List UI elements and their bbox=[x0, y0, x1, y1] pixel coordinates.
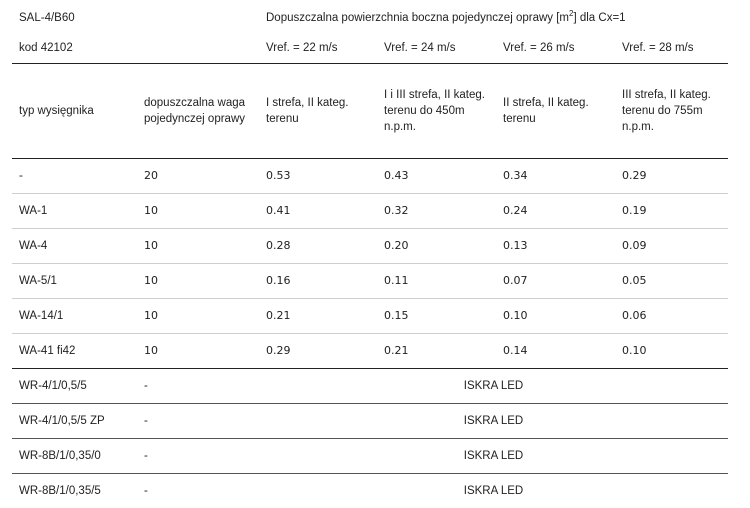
table-body bbox=[12, 3, 728, 508]
value-cell: 0.10 bbox=[496, 299, 615, 334]
arm-type-cell: WA-41 fi42 bbox=[12, 334, 137, 369]
weight-cell: 10 bbox=[137, 264, 259, 299]
weight-header: dopuszczalna waga pojedynczej oprawy bbox=[137, 64, 259, 159]
value-cell: 0.21 bbox=[377, 334, 496, 369]
weight-cell: 10 bbox=[137, 229, 259, 264]
weight-cell: - bbox=[137, 404, 259, 439]
led-label: ISKRA LED bbox=[259, 369, 728, 404]
value-cell: 0.24 bbox=[496, 194, 615, 229]
zone-header: II strefa, II kateg. terenu bbox=[496, 64, 615, 159]
speed-label: Vref. = 26 m/s bbox=[496, 33, 615, 64]
value-cell: 0.15 bbox=[377, 299, 496, 334]
arm-type-header: typ wysięgnika bbox=[12, 64, 137, 159]
led-row bbox=[12, 369, 728, 404]
arm-type-cell: WR-4/1/0,5/5 ZP bbox=[12, 404, 137, 439]
arm-type-cell: WA-14/1 bbox=[12, 299, 137, 334]
table-row bbox=[12, 299, 728, 334]
value-cell: 0.34 bbox=[496, 159, 615, 194]
weight-cell: - bbox=[144, 485, 148, 497]
weight-cell: 20 bbox=[137, 159, 259, 194]
led-label: ISKRA LED bbox=[259, 404, 728, 439]
value-cell: 0.13 bbox=[496, 229, 615, 264]
value-cell: 0.16 bbox=[259, 264, 377, 299]
arm-type-cell: WR-8B/1/0,35/0 bbox=[12, 439, 137, 474]
arm-type-cell: - bbox=[12, 159, 137, 194]
arm-type-cell: WR-4/1/0,5/5 bbox=[12, 369, 137, 404]
speed-row bbox=[12, 33, 728, 64]
value-cell: 0.19 bbox=[615, 194, 728, 229]
zone-header: III strefa, II kateg. terenu do 755m n.p.m. bbox=[615, 64, 728, 159]
value-cell: 0.29 bbox=[615, 159, 728, 194]
value-cell: 0.28 bbox=[259, 229, 377, 264]
model-name: SAL-4/B60 bbox=[19, 12, 75, 24]
value-cell: 0.21 bbox=[259, 299, 377, 334]
led-row bbox=[12, 404, 728, 439]
speed-label: Vref. = 28 m/s bbox=[615, 33, 728, 64]
arm-type-cell: WA-4 bbox=[12, 229, 137, 264]
zone-header: I strefa, II kateg. terenu bbox=[259, 64, 377, 159]
value-cell: 0.43 bbox=[377, 159, 496, 194]
value-cell: 0.53 bbox=[259, 159, 377, 194]
value-cell: 0.32 bbox=[377, 194, 496, 229]
table-row bbox=[12, 159, 728, 194]
table-row bbox=[12, 334, 728, 369]
value-cell: 0.41 bbox=[259, 194, 377, 229]
arm-type-cell: WA-5/1 bbox=[12, 264, 137, 299]
led-label: ISKRA LED bbox=[463, 485, 524, 497]
value-cell: 0.10 bbox=[615, 334, 728, 369]
table-row bbox=[12, 264, 728, 299]
weight-cell: 10 bbox=[137, 299, 259, 334]
led-label: ISKRA LED bbox=[259, 439, 728, 474]
load-table bbox=[12, 3, 728, 508]
weight-cell: - bbox=[137, 439, 259, 474]
weight-cell: - bbox=[137, 369, 259, 404]
title-row bbox=[12, 3, 728, 33]
value-cell: 0.11 bbox=[377, 264, 496, 299]
value-cell: 0.09 bbox=[615, 229, 728, 264]
value-cell: 0.05 bbox=[615, 264, 728, 299]
product-code: kod 42102 bbox=[12, 33, 137, 64]
zone-header: I i III strefa, II kateg. terenu do 450m n.p.m. bbox=[377, 64, 496, 159]
table-row bbox=[12, 194, 728, 229]
weight-cell: 10 bbox=[137, 194, 259, 229]
led-row bbox=[12, 439, 728, 474]
led-row bbox=[12, 474, 728, 508]
surface-title: Dopuszczalna powierzchnia boczna pojedynczej oprawy $[m^2]$ dla Cx=1 bbox=[266, 9, 626, 24]
column-header-row bbox=[12, 64, 728, 159]
table-row bbox=[12, 229, 728, 264]
value-cell: 0.20 bbox=[377, 229, 496, 264]
speed-label: Vref. = 22 m/s bbox=[259, 33, 377, 64]
value-cell: 0.29 bbox=[259, 334, 377, 369]
value-cell: 0.06 bbox=[615, 299, 728, 334]
arm-type-cell: WA-1 bbox=[12, 194, 137, 229]
speed-label: Vref. = 24 m/s bbox=[377, 33, 496, 64]
value-cell: 0.07 bbox=[496, 264, 615, 299]
value-cell: 0.14 bbox=[496, 334, 615, 369]
weight-cell: 10 bbox=[137, 334, 259, 369]
arm-type-cell: WR-8B/1/0,35/5 bbox=[19, 485, 101, 497]
